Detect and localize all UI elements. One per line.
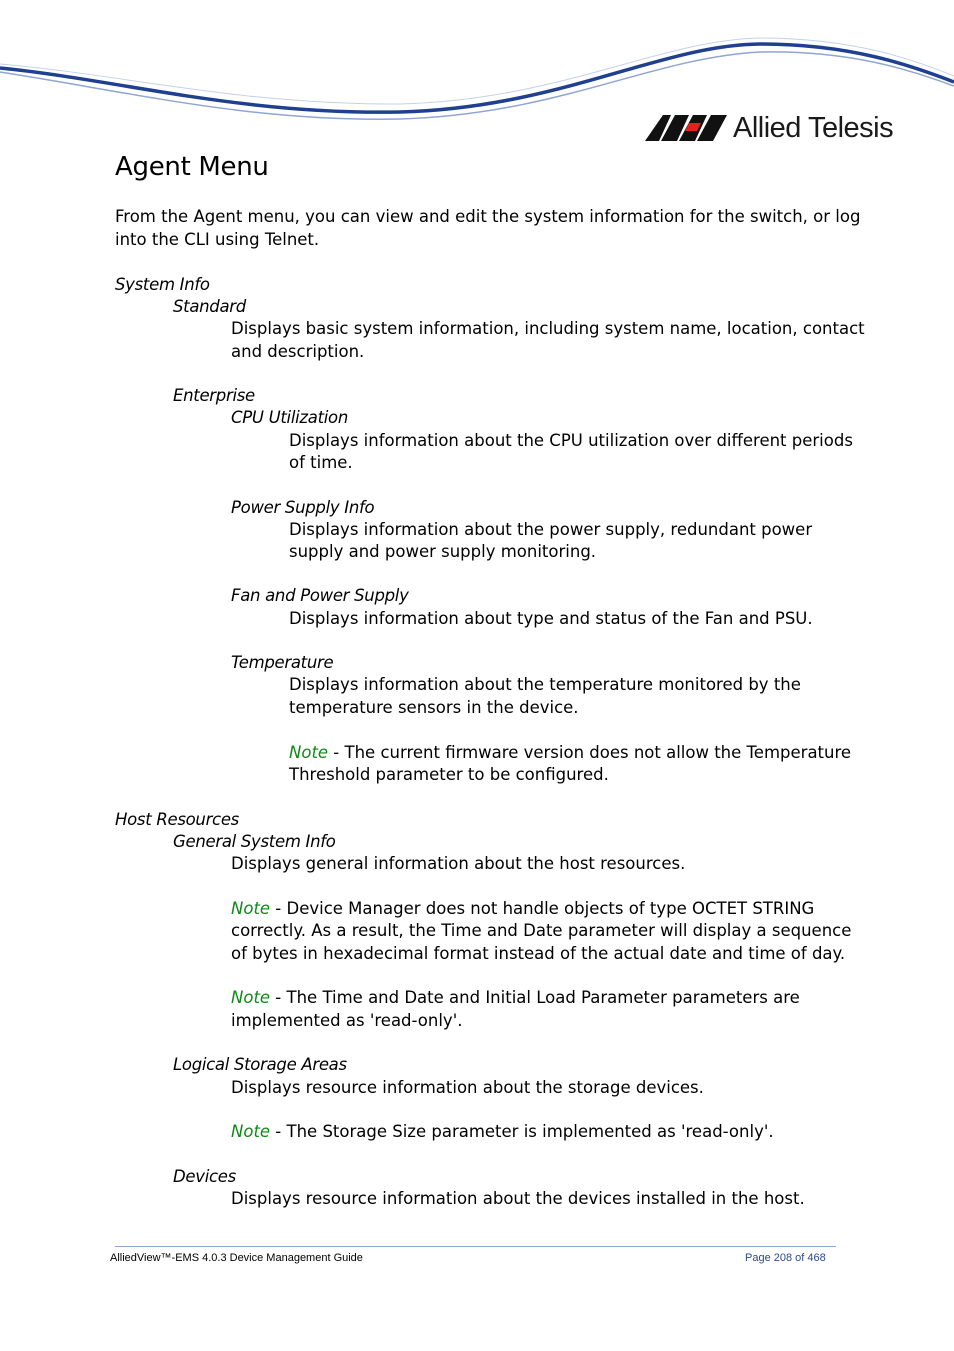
general-note2-line-1	[231, 987, 800, 1010]
note-label: Note	[231, 988, 271, 1007]
general-note1-line-1	[231, 898, 814, 921]
intro-line-1: From the Agent menu, you can view and edit the system information for the switch, or log	[115, 207, 861, 226]
heading-enterprise: Enterprise	[173, 386, 255, 405]
general-note1-line-3: of bytes in hexadecimal format instead of the actual date and time of day.	[231, 944, 846, 963]
general-note2-line-2: implemented as 'read-only'.	[231, 1011, 463, 1030]
heading-system-info: System Info	[115, 275, 210, 294]
heading-host-resources: Host Resources	[115, 810, 239, 829]
heading-logical-storage-areas: Logical Storage Areas	[173, 1055, 347, 1074]
logo-wordmark: Allied Telesis	[733, 111, 894, 144]
heading-devices: Devices	[173, 1167, 236, 1186]
cpu-desc-line-2: of time.	[289, 453, 353, 472]
general-desc-line-1: Displays general information about the host resources.	[231, 854, 686, 873]
fan-desc-line-1: Displays information about type and status of the Fan and PSU.	[289, 609, 813, 628]
logical-desc-line-1: Displays resource information about the storage devices.	[231, 1078, 704, 1097]
page-title: Agent Menu	[115, 152, 269, 182]
heading-cpu-utilization: CPU Utilization	[231, 408, 348, 427]
temperature-desc-line-2: temperature sensors in the device.	[289, 698, 579, 717]
temperature-note-line-1	[289, 742, 851, 765]
general-note1-text: - Device Manager does not handle objects of type OCTET STRING	[270, 899, 815, 918]
power-desc-line-1: Displays information about the power supply, redundant power	[289, 520, 813, 539]
devices-desc-line-1: Displays resource information about the devices installed in the host.	[231, 1189, 805, 1208]
footer-document-title: AlliedView™-EMS 4.0.3 Device Management Guide	[110, 1252, 363, 1264]
temperature-note-text: - The current firmware version does not allow the Temperature	[328, 743, 852, 762]
heading-fan-and-power-supply: Fan and Power Supply	[231, 586, 409, 605]
note-label: Note	[289, 743, 329, 762]
standard-desc-line-2: and description.	[231, 342, 365, 361]
allied-telesis-logo-icon	[645, 114, 727, 142]
cpu-desc-line-1: Displays information about the CPU utilization over different periods	[289, 431, 853, 450]
footer-page-number: Page 208 of 468	[745, 1252, 826, 1264]
heading-standard: Standard	[173, 297, 246, 316]
heading-power-supply-info: Power Supply Info	[231, 498, 375, 517]
temperature-note-line-2: Threshold parameter to be configured.	[289, 765, 609, 784]
intro-line-2: into the CLI using Telnet.	[115, 230, 320, 249]
heading-general-system-info: General System Info	[173, 832, 336, 851]
note-label: Note	[231, 1122, 271, 1141]
standard-desc-line-1: Displays basic system information, including system name, location, contact	[231, 319, 865, 338]
footer-divider	[115, 1246, 836, 1247]
logical-note-line-1	[231, 1121, 774, 1144]
logical-note-text: - The Storage Size parameter is implemented as 'read-only'.	[270, 1122, 774, 1141]
general-note2-text: - The Time and Date and Initial Load Parameter parameters are	[270, 988, 800, 1007]
heading-temperature: Temperature	[231, 653, 334, 672]
note-label: Note	[231, 899, 271, 918]
power-desc-line-2: supply and power supply monitoring.	[289, 542, 597, 561]
temperature-desc-line-1: Displays information about the temperature monitored by the	[289, 675, 801, 694]
allied-telesis-logo	[645, 108, 893, 148]
general-note1-line-2: correctly. As a result, the Time and Date parameter will display a sequence	[231, 921, 852, 940]
